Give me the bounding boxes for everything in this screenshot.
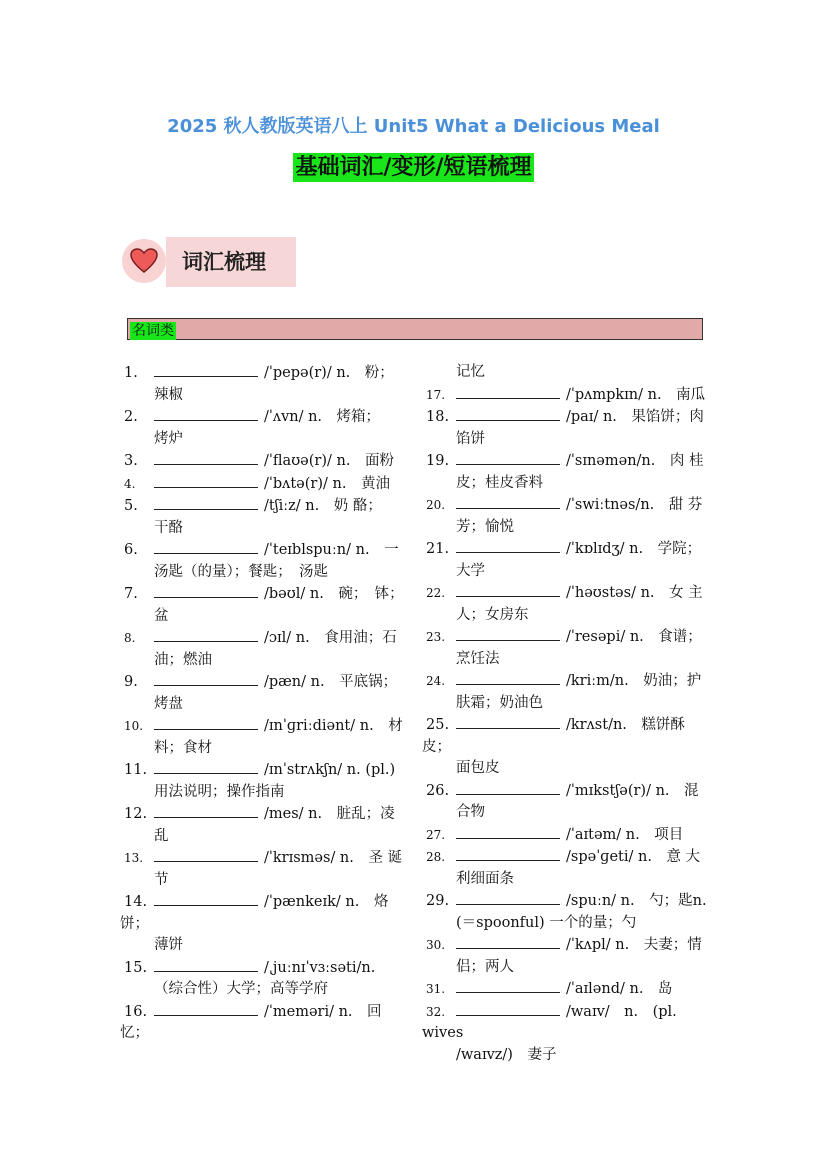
entry-number: 24. bbox=[426, 674, 446, 688]
answer-blank[interactable] bbox=[456, 582, 560, 597]
vocab-entry bbox=[120, 891, 410, 957]
entry-continuation: 用法说明；操作指南 bbox=[154, 783, 285, 800]
phonetic-definition: /ˈaɪtəm/ n. 项目 bbox=[566, 826, 684, 843]
entry-line1 bbox=[120, 406, 410, 429]
entry-line1 bbox=[120, 627, 410, 650]
heart-badge bbox=[122, 239, 166, 283]
vocab-entry bbox=[120, 715, 410, 759]
entry-number: 30. bbox=[426, 938, 446, 952]
answer-blank[interactable] bbox=[456, 978, 560, 993]
answer-blank[interactable] bbox=[154, 406, 258, 421]
entry-number: 3. bbox=[124, 453, 138, 469]
answer-blank[interactable] bbox=[154, 1001, 258, 1016]
phonetic-definition: /krʌst/n. 糕饼酥皮； bbox=[422, 717, 685, 755]
entry-line1 bbox=[120, 583, 410, 606]
vocab-entry bbox=[422, 494, 712, 538]
entry-line1 bbox=[422, 450, 712, 473]
entry-number: 13. bbox=[124, 851, 144, 865]
entry-number: 7. bbox=[124, 586, 138, 602]
phonetic-definition: /ˈʌvn/ n. 烤箱； bbox=[264, 409, 381, 425]
entry-continuation: 芳；愉悦 bbox=[456, 518, 514, 535]
answer-blank[interactable] bbox=[154, 539, 258, 554]
phonetic-definition: /ɔɪl/ n. 食用油；石 bbox=[264, 630, 397, 646]
entry-number: 17. bbox=[426, 387, 446, 402]
entry-line1 bbox=[120, 759, 410, 782]
answer-blank[interactable] bbox=[456, 384, 560, 399]
vocab-entry bbox=[422, 670, 712, 714]
entry-continuation: （综合性）大学；高等学府 bbox=[154, 981, 328, 997]
entry-continuation: 油；燃油 bbox=[154, 651, 212, 668]
entry-line1 bbox=[120, 847, 410, 870]
entry-continuation: 合物 bbox=[456, 804, 485, 820]
phonetic-definition: /ˈpepə(r)/ n. 粉； bbox=[264, 365, 394, 381]
vocab-entry bbox=[120, 1001, 410, 1045]
entry-continuation: 干酪 bbox=[154, 519, 183, 536]
entry-line1 bbox=[422, 582, 712, 605]
entry-continuation: 皮；桂皮香料 bbox=[456, 474, 543, 491]
vocab-entry bbox=[120, 759, 410, 803]
entry-continuation: 乱 bbox=[154, 827, 169, 844]
vocab-entry bbox=[422, 978, 712, 1001]
entry-continuation: 馅饼 bbox=[456, 430, 485, 447]
entry-line1 bbox=[422, 890, 712, 913]
entry-line1 bbox=[422, 384, 712, 407]
phonetic-definition: /spəˈɡeti/ n. 意 大 bbox=[566, 849, 701, 865]
entry-number: 20. bbox=[426, 498, 446, 512]
entry-continuation: 汤匙（的量）；餐匙； 汤匙 bbox=[154, 563, 328, 580]
vocab-entry bbox=[422, 384, 712, 407]
answer-blank[interactable] bbox=[456, 670, 560, 685]
entry-number: 21. bbox=[426, 541, 450, 557]
entry-line1 bbox=[422, 670, 712, 693]
left-column bbox=[120, 362, 410, 1045]
phonetic-definition: /waɪv/ n. (pl. wives bbox=[422, 1003, 677, 1041]
phonetic-definition: /ˌjuːnɪˈvɜːsəti/n. bbox=[264, 959, 376, 976]
entry-line1 bbox=[422, 538, 712, 561]
phonetic-definition: /ˈkrɪsməs/ n. 圣 诞 bbox=[264, 850, 402, 866]
category-label: 名词类 bbox=[132, 323, 174, 339]
phonetic-definition: /ˈaɪlənd/ n. 岛 bbox=[566, 981, 673, 997]
phonetic-definition: /mes/ n. 脏乱；凌 bbox=[264, 806, 395, 822]
entry-number: 5. bbox=[124, 498, 138, 514]
entry-number: 19. bbox=[426, 453, 450, 469]
answer-blank[interactable] bbox=[154, 627, 258, 642]
phonetic-definition: /ˈkʌpl/ n. 夫妻；情 bbox=[566, 937, 702, 953]
vocab-entry bbox=[422, 714, 712, 780]
vocab-entry bbox=[120, 406, 410, 450]
entry-line1 bbox=[422, 1001, 712, 1045]
entry-number: 14. bbox=[124, 894, 148, 910]
answer-blank[interactable] bbox=[154, 957, 258, 972]
entry-line1 bbox=[422, 626, 712, 649]
entry-number: 8. bbox=[124, 631, 136, 645]
entry-number: 31. bbox=[426, 982, 446, 996]
answer-blank[interactable] bbox=[154, 450, 258, 465]
entry-continuation: 肤霜；奶油色 bbox=[456, 694, 543, 711]
entry-line1 bbox=[422, 714, 712, 758]
section-label: 词汇梳理 bbox=[166, 237, 296, 287]
entry-continuation: 烤盘 bbox=[154, 695, 183, 712]
entry-number: 1. bbox=[124, 365, 138, 381]
entry-continuation: 大学 bbox=[456, 562, 485, 579]
entry-number: 12. bbox=[124, 806, 148, 822]
phonetic-definition: /ɪnˈɡriːdiənt/ n. 材 bbox=[264, 718, 403, 734]
entry-continuation: 面包皮 bbox=[456, 760, 500, 776]
entry-line1 bbox=[120, 671, 410, 694]
phonetic-definition: /spuːn/ n. 勺；匙n. bbox=[566, 893, 707, 909]
entry-line1 bbox=[120, 450, 410, 473]
phonetic-definition: /ˈflaʊə(r)/ n. 面粉 bbox=[264, 453, 394, 469]
entry-continuation: 节 bbox=[154, 871, 169, 888]
entry-number: 25. bbox=[426, 717, 450, 733]
entry-continuation: 人；女房东 bbox=[456, 606, 529, 623]
entry-number: 29. bbox=[426, 893, 450, 909]
phonetic-definition: /paɪ/ n. 果馅饼；肉 bbox=[566, 409, 704, 425]
heart-icon bbox=[130, 248, 158, 274]
entry-number: 16. bbox=[124, 1003, 148, 1020]
phonetic-definition: /ˈresəpi/ n. 食谱； bbox=[566, 629, 702, 645]
entry-continuation: 记忆 bbox=[456, 364, 485, 380]
phonetic-definition: /tʃiːz/ n. 奶 酪； bbox=[264, 498, 382, 514]
vocab-entry bbox=[120, 583, 410, 627]
entry-number: 28. bbox=[426, 850, 446, 864]
answer-blank[interactable] bbox=[154, 759, 258, 774]
phonetic-definition: /ˈkɒlɪdʒ/ n. 学院； bbox=[566, 541, 702, 557]
vocab-entry bbox=[120, 803, 410, 847]
entry-line1 bbox=[120, 891, 410, 935]
entry-line1 bbox=[120, 362, 410, 385]
answer-blank[interactable] bbox=[456, 846, 560, 861]
vocab-entry bbox=[120, 473, 410, 496]
entry-number: 2. bbox=[124, 409, 138, 425]
entry-line1 bbox=[422, 846, 712, 869]
vocab-entry bbox=[422, 846, 712, 890]
vocab-entry bbox=[120, 450, 410, 473]
phonetic-definition: /kriːm/n. 奶油；护 bbox=[566, 673, 702, 689]
entry-continuation: 薄饼 bbox=[154, 937, 183, 953]
phonetic-definition: /ˈsɪnəmən/n. 肉 桂 bbox=[566, 453, 704, 469]
answer-blank[interactable] bbox=[456, 450, 560, 465]
vocab-entry bbox=[120, 495, 410, 539]
document-subtitle bbox=[0, 150, 827, 181]
entry-number: 27. bbox=[426, 827, 446, 842]
vocab-entry bbox=[422, 890, 712, 934]
entry-continuation: 料；食材 bbox=[154, 739, 212, 756]
vocab-entry bbox=[422, 1001, 712, 1067]
vocab-entry bbox=[120, 957, 410, 1001]
entry-line1 bbox=[120, 1001, 410, 1045]
answer-blank[interactable] bbox=[456, 1001, 560, 1016]
answer-blank[interactable] bbox=[154, 671, 258, 686]
answer-blank[interactable] bbox=[154, 891, 258, 906]
vocab-entry bbox=[422, 626, 712, 670]
vocab-entry bbox=[120, 627, 410, 671]
entry-continuation: 侣；两人 bbox=[456, 958, 514, 975]
phonetic-definition: /ˈpʌmpkɪn/ n. 南瓜 bbox=[566, 386, 706, 403]
phonetic-definition: /ɪnˈstrʌkʃn/ n. (pl.) bbox=[264, 762, 396, 778]
entry-number: 6. bbox=[124, 542, 138, 558]
answer-blank[interactable] bbox=[456, 538, 560, 553]
entry-line1 bbox=[120, 957, 410, 980]
vocab-entry bbox=[120, 671, 410, 715]
entry-line1 bbox=[422, 406, 712, 429]
entry-continuation: 盆 bbox=[154, 607, 169, 624]
document-title: 2025 秋人教版英语八上 Unit5 What a Delicious Meal bbox=[167, 116, 660, 137]
phonetic-definition: /bəʊl/ n. 碗； 钵； bbox=[264, 586, 404, 602]
entry-number: 18. bbox=[426, 409, 450, 425]
entry-number: 11. bbox=[124, 762, 148, 778]
answer-blank[interactable] bbox=[154, 473, 258, 488]
entry-line1 bbox=[422, 824, 712, 847]
answer-blank[interactable] bbox=[456, 626, 560, 641]
entry-number: 10. bbox=[124, 719, 144, 733]
entry-line1 bbox=[422, 780, 712, 803]
entry-line1 bbox=[422, 494, 712, 517]
vocab-entry bbox=[422, 780, 712, 824]
entry-line1 bbox=[120, 803, 410, 826]
answer-blank[interactable] bbox=[456, 714, 560, 729]
vocab-entry bbox=[422, 538, 712, 582]
entry-number: 9. bbox=[124, 674, 138, 690]
entry-number: 23. bbox=[426, 630, 446, 644]
entry-number: 15. bbox=[124, 959, 148, 976]
phonetic-definition: /ˈswiːtnəs/n. 甜 芬 bbox=[566, 497, 703, 513]
entry-continuation: 辣椒 bbox=[154, 386, 183, 403]
answer-blank[interactable] bbox=[456, 890, 560, 905]
right-column bbox=[422, 362, 712, 1066]
phonetic-definition: /ˈhəʊstəs/ n. 女 主 bbox=[566, 585, 703, 601]
vocab-entry bbox=[120, 362, 410, 406]
vocab-entry bbox=[422, 934, 712, 978]
entry-continuation: (＝spoonful) 一个的量；勺 bbox=[456, 914, 637, 931]
phonetic-definition: /pæn/ n. 平底锅； bbox=[264, 674, 398, 690]
phonetic-definition: /ˈteɪblspuːn/ n. 一 bbox=[264, 542, 399, 558]
vocab-entry bbox=[422, 582, 712, 626]
entry-line1 bbox=[120, 473, 410, 496]
entry-continuation: 利细面条 bbox=[456, 870, 514, 887]
answer-blank[interactable] bbox=[154, 803, 258, 818]
category-bar bbox=[127, 318, 703, 340]
vocab-entry bbox=[422, 362, 712, 384]
answer-blank[interactable] bbox=[154, 847, 258, 862]
vocab-entry bbox=[120, 539, 410, 583]
phonetic-definition: /ˈpænkeɪk/ n. 烙饼； bbox=[120, 894, 389, 932]
entry-continuation: /waɪvz/) 妻子 bbox=[456, 1046, 557, 1063]
answer-blank[interactable] bbox=[154, 362, 258, 377]
entry-line1 bbox=[422, 978, 712, 1001]
vocab-entry bbox=[422, 824, 712, 847]
entry-line1 bbox=[120, 715, 410, 738]
phonetic-definition: /ˈbʌtə(r)/ n. 黄油 bbox=[264, 475, 390, 492]
answer-blank[interactable] bbox=[456, 406, 560, 421]
entry-line1 bbox=[422, 934, 712, 957]
entry-number: 26. bbox=[426, 782, 450, 799]
subtitle-text: 基础词汇/变形/短语梳理 bbox=[295, 155, 532, 180]
answer-blank[interactable] bbox=[456, 934, 560, 949]
vocab-entry bbox=[422, 450, 712, 494]
answer-blank[interactable] bbox=[154, 715, 258, 730]
entry-line1 bbox=[120, 539, 410, 562]
phonetic-definition: /ˈmeməri/ n. 回 忆； bbox=[120, 1003, 382, 1041]
entry-number: 32. bbox=[426, 1004, 446, 1019]
vocab-entry bbox=[422, 406, 712, 450]
answer-blank[interactable] bbox=[456, 824, 560, 839]
vocab-entry bbox=[120, 847, 410, 891]
entry-continuation: 烹饪法 bbox=[456, 650, 500, 667]
answer-blank[interactable] bbox=[456, 780, 560, 795]
phonetic-definition: /ˈmɪkstʃə(r)/ n. 混 bbox=[566, 782, 699, 799]
entry-line1 bbox=[120, 495, 410, 518]
answer-blank[interactable] bbox=[456, 494, 560, 509]
entry-number: 22. bbox=[426, 586, 446, 600]
answer-blank[interactable] bbox=[154, 583, 258, 598]
entry-number: 4. bbox=[124, 476, 136, 491]
answer-blank[interactable] bbox=[154, 495, 258, 510]
entry-continuation: 烤炉 bbox=[154, 430, 183, 447]
